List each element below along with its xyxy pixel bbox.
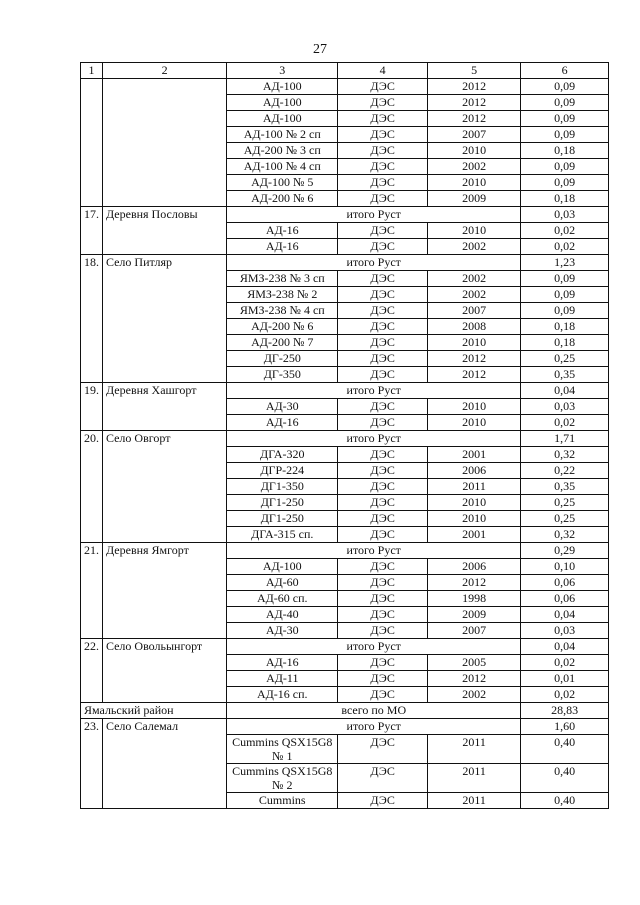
- type-cell: ДЭС: [338, 559, 428, 575]
- settlement-name: Село Овгорт: [102, 431, 226, 543]
- type-cell: ДЭС: [338, 399, 428, 415]
- power-cell: 0,32: [521, 527, 609, 543]
- type-cell: ДЭС: [338, 287, 428, 303]
- model-cell: ДГР-224: [227, 463, 338, 479]
- page-number: 27: [313, 42, 327, 57]
- year-cell: 2011: [428, 735, 521, 764]
- year-cell: 2012: [428, 111, 521, 127]
- total-label: итого Руст: [227, 207, 521, 223]
- year-cell: 2010: [428, 415, 521, 431]
- year-cell: 2005: [428, 655, 521, 671]
- year-cell: 2009: [428, 607, 521, 623]
- power-cell: 0,04: [521, 607, 609, 623]
- model-cell: АД-11: [227, 671, 338, 687]
- power-cell: 0,10: [521, 559, 609, 575]
- table-body: [81, 63, 609, 809]
- settlement-name: Село Салемал: [102, 719, 226, 809]
- type-cell: ДЭС: [338, 319, 428, 335]
- year-cell: 2012: [428, 79, 521, 95]
- year-cell: 2006: [428, 559, 521, 575]
- type-cell: ДЭС: [338, 415, 428, 431]
- power-cell: 0,01: [521, 671, 609, 687]
- header-cell: 5: [428, 63, 521, 79]
- year-cell: 2007: [428, 127, 521, 143]
- model-cell: ЯМЗ-238 № 2: [227, 287, 338, 303]
- type-cell: ДЭС: [338, 223, 428, 239]
- model-cell: Cummins QSX15G8 № 1: [227, 735, 338, 764]
- type-cell: ДЭС: [338, 191, 428, 207]
- year-cell: 2011: [428, 793, 521, 809]
- power-cell: 0,35: [521, 367, 609, 383]
- model-cell: АД-100: [227, 79, 338, 95]
- total-label: итого Руст: [227, 543, 521, 559]
- number-cell: 22.: [81, 639, 103, 703]
- type-cell: ДЭС: [338, 271, 428, 287]
- model-cell: АД-200 № 6: [227, 319, 338, 335]
- model-cell: АД-60 сп.: [227, 591, 338, 607]
- type-cell: ДЭС: [338, 527, 428, 543]
- settlement-total-row: [81, 719, 609, 735]
- power-cell: 0,09: [521, 303, 609, 319]
- type-cell: ДЭС: [338, 623, 428, 639]
- year-cell: 2010: [428, 399, 521, 415]
- settlement-name: Деревня Пословы: [102, 207, 226, 255]
- header-cell: 2: [102, 63, 226, 79]
- year-cell: 2002: [428, 287, 521, 303]
- year-cell: 2010: [428, 175, 521, 191]
- model-cell: АД-16 сп.: [227, 687, 338, 703]
- power-cell: 0,06: [521, 575, 609, 591]
- model-cell: ЯМЗ-238 № 4 сп: [227, 303, 338, 319]
- model-cell: АД-16: [227, 239, 338, 255]
- model-cell: АД-100: [227, 559, 338, 575]
- year-cell: 2010: [428, 143, 521, 159]
- model-cell: ДГА-315 сп.: [227, 527, 338, 543]
- number-cell: 19.: [81, 383, 103, 431]
- model-cell: АД-16: [227, 655, 338, 671]
- year-cell: 2010: [428, 335, 521, 351]
- header-cell: 4: [338, 63, 428, 79]
- power-cell: 0,18: [521, 335, 609, 351]
- type-cell: ДЭС: [338, 335, 428, 351]
- power-cell: 0,02: [521, 415, 609, 431]
- year-cell: 2011: [428, 479, 521, 495]
- power-cell: 0,09: [521, 111, 609, 127]
- year-cell: 2011: [428, 764, 521, 793]
- model-cell: АД-60: [227, 575, 338, 591]
- model-cell: АД-30: [227, 399, 338, 415]
- settlement-total-row: [81, 431, 609, 447]
- year-cell: 2009: [428, 191, 521, 207]
- model-cell: АД-200 № 6: [227, 191, 338, 207]
- year-cell: 2002: [428, 239, 521, 255]
- year-cell: 2012: [428, 575, 521, 591]
- power-cell: 0,18: [521, 319, 609, 335]
- type-cell: ДЭС: [338, 111, 428, 127]
- settlement-name: Деревня Ямгорт: [102, 543, 226, 639]
- number-cell: 18.: [81, 255, 103, 383]
- model-cell: АД-200 № 7: [227, 335, 338, 351]
- power-cell: 0,09: [521, 271, 609, 287]
- year-cell: 2001: [428, 447, 521, 463]
- type-cell: ДЭС: [338, 479, 428, 495]
- year-cell: 2010: [428, 511, 521, 527]
- year-cell: 2012: [428, 671, 521, 687]
- number-cell: 17.: [81, 207, 103, 255]
- type-cell: ДЭС: [338, 143, 428, 159]
- model-cell: ДГА-320: [227, 447, 338, 463]
- year-cell: 2001: [428, 527, 521, 543]
- power-cell: 0,40: [521, 764, 609, 793]
- type-cell: ДЭС: [338, 367, 428, 383]
- model-cell: ЯМЗ-238 № 3 сп: [227, 271, 338, 287]
- header-cell: 6: [521, 63, 609, 79]
- type-cell: ДЭС: [338, 687, 428, 703]
- type-cell: ДЭС: [338, 793, 428, 809]
- year-cell: 2006: [428, 463, 521, 479]
- power-cell: 0,40: [521, 735, 609, 764]
- header-cell: 3: [227, 63, 338, 79]
- power-cell: 0,02: [521, 687, 609, 703]
- model-cell: АД-16: [227, 415, 338, 431]
- region-total-row: [81, 703, 609, 719]
- model-cell: Cummins: [227, 793, 338, 809]
- total-value: 0,03: [521, 207, 609, 223]
- type-cell: ДЭС: [338, 95, 428, 111]
- generator-table: [80, 62, 609, 809]
- year-cell: 2002: [428, 687, 521, 703]
- power-cell: 0,03: [521, 623, 609, 639]
- header-cell: 1: [81, 63, 103, 79]
- settlement-name: Село Овольынгорт: [102, 639, 226, 703]
- settlement-total-row: [81, 207, 609, 223]
- model-cell: ДГ-250: [227, 351, 338, 367]
- power-cell: 0,25: [521, 351, 609, 367]
- model-cell: АД-100: [227, 111, 338, 127]
- total-label: итого Руст: [227, 383, 521, 399]
- number-cell: 23.: [81, 719, 103, 809]
- model-cell: АД-100 № 5: [227, 175, 338, 191]
- type-cell: ДЭС: [338, 351, 428, 367]
- model-cell: АД-100: [227, 95, 338, 111]
- settlement-total-row: [81, 255, 609, 271]
- total-value: 0,04: [521, 639, 609, 655]
- model-cell: АД-40: [227, 607, 338, 623]
- region-label: всего по МО: [227, 703, 521, 719]
- model-cell: ДГ1-350: [227, 479, 338, 495]
- type-cell: ДЭС: [338, 655, 428, 671]
- power-cell: 0,22: [521, 463, 609, 479]
- power-cell: 0,18: [521, 191, 609, 207]
- year-cell: 2012: [428, 351, 521, 367]
- type-cell: ДЭС: [338, 79, 428, 95]
- type-cell: ДЭС: [338, 735, 428, 764]
- type-cell: ДЭС: [338, 511, 428, 527]
- year-cell: 2010: [428, 495, 521, 511]
- model-cell: АД-100 № 4 сп: [227, 159, 338, 175]
- model-cell: ДГ1-250: [227, 495, 338, 511]
- year-cell: 2008: [428, 319, 521, 335]
- power-cell: 0,09: [521, 287, 609, 303]
- model-cell: ДГ1-250: [227, 511, 338, 527]
- year-cell: 2012: [428, 367, 521, 383]
- model-cell: АД-200 № 3 сп: [227, 143, 338, 159]
- year-cell: 2002: [428, 271, 521, 287]
- header-row: [81, 63, 609, 79]
- year-cell: 2002: [428, 159, 521, 175]
- model-cell: ДГ-350: [227, 367, 338, 383]
- total-label: итого Руст: [227, 719, 521, 735]
- type-cell: ДЭС: [338, 495, 428, 511]
- total-value: 0,04: [521, 383, 609, 399]
- total-label: итого Руст: [227, 431, 521, 447]
- type-cell: ДЭС: [338, 447, 428, 463]
- type-cell: ДЭС: [338, 303, 428, 319]
- type-cell: ДЭС: [338, 239, 428, 255]
- number-cell: 20.: [81, 431, 103, 543]
- number-cell: [81, 79, 103, 207]
- type-cell: ДЭС: [338, 463, 428, 479]
- power-cell: 0,06: [521, 591, 609, 607]
- year-cell: 2012: [428, 95, 521, 111]
- total-value: 1,23: [521, 255, 609, 271]
- number-cell: 21.: [81, 543, 103, 639]
- settlement-total-row: [81, 383, 609, 399]
- type-cell: ДЭС: [338, 575, 428, 591]
- year-cell: 1998: [428, 591, 521, 607]
- table-row: [81, 79, 609, 95]
- power-cell: 0,09: [521, 79, 609, 95]
- total-label: итого Руст: [227, 639, 521, 655]
- total-label: итого Руст: [227, 255, 521, 271]
- power-cell: 0,09: [521, 159, 609, 175]
- power-cell: 0,02: [521, 655, 609, 671]
- year-cell: 2010: [428, 223, 521, 239]
- total-value: 0,29: [521, 543, 609, 559]
- power-cell: 0,35: [521, 479, 609, 495]
- settlement-total-row: [81, 543, 609, 559]
- settlement-name: Село Питляр: [102, 255, 226, 383]
- type-cell: ДЭС: [338, 127, 428, 143]
- power-cell: 0,03: [521, 399, 609, 415]
- power-cell: 0,32: [521, 447, 609, 463]
- power-cell: 0,09: [521, 175, 609, 191]
- power-cell: 0,25: [521, 495, 609, 511]
- type-cell: ДЭС: [338, 591, 428, 607]
- power-cell: 0,09: [521, 127, 609, 143]
- model-cell: АД-16: [227, 223, 338, 239]
- model-cell: Cummins QSX15G8 № 2: [227, 764, 338, 793]
- type-cell: ДЭС: [338, 607, 428, 623]
- power-cell: 0,02: [521, 223, 609, 239]
- type-cell: ДЭС: [338, 175, 428, 191]
- year-cell: 2007: [428, 303, 521, 319]
- total-value: 1,60: [521, 719, 609, 735]
- settlement-total-row: [81, 639, 609, 655]
- power-cell: 0,09: [521, 95, 609, 111]
- power-cell: 0,25: [521, 511, 609, 527]
- region-total: 28,83: [521, 703, 609, 719]
- settlement-name: Деревня Хашгорт: [102, 383, 226, 431]
- power-cell: 0,40: [521, 793, 609, 809]
- power-cell: 0,18: [521, 143, 609, 159]
- settlement-cell: [102, 79, 226, 207]
- total-value: 1,71: [521, 431, 609, 447]
- type-cell: ДЭС: [338, 159, 428, 175]
- year-cell: 2007: [428, 623, 521, 639]
- type-cell: ДЭС: [338, 764, 428, 793]
- power-cell: 0,02: [521, 239, 609, 255]
- model-cell: АД-30: [227, 623, 338, 639]
- region-name: Ямальский район: [81, 703, 227, 719]
- type-cell: ДЭС: [338, 671, 428, 687]
- model-cell: АД-100 № 2 сп: [227, 127, 338, 143]
